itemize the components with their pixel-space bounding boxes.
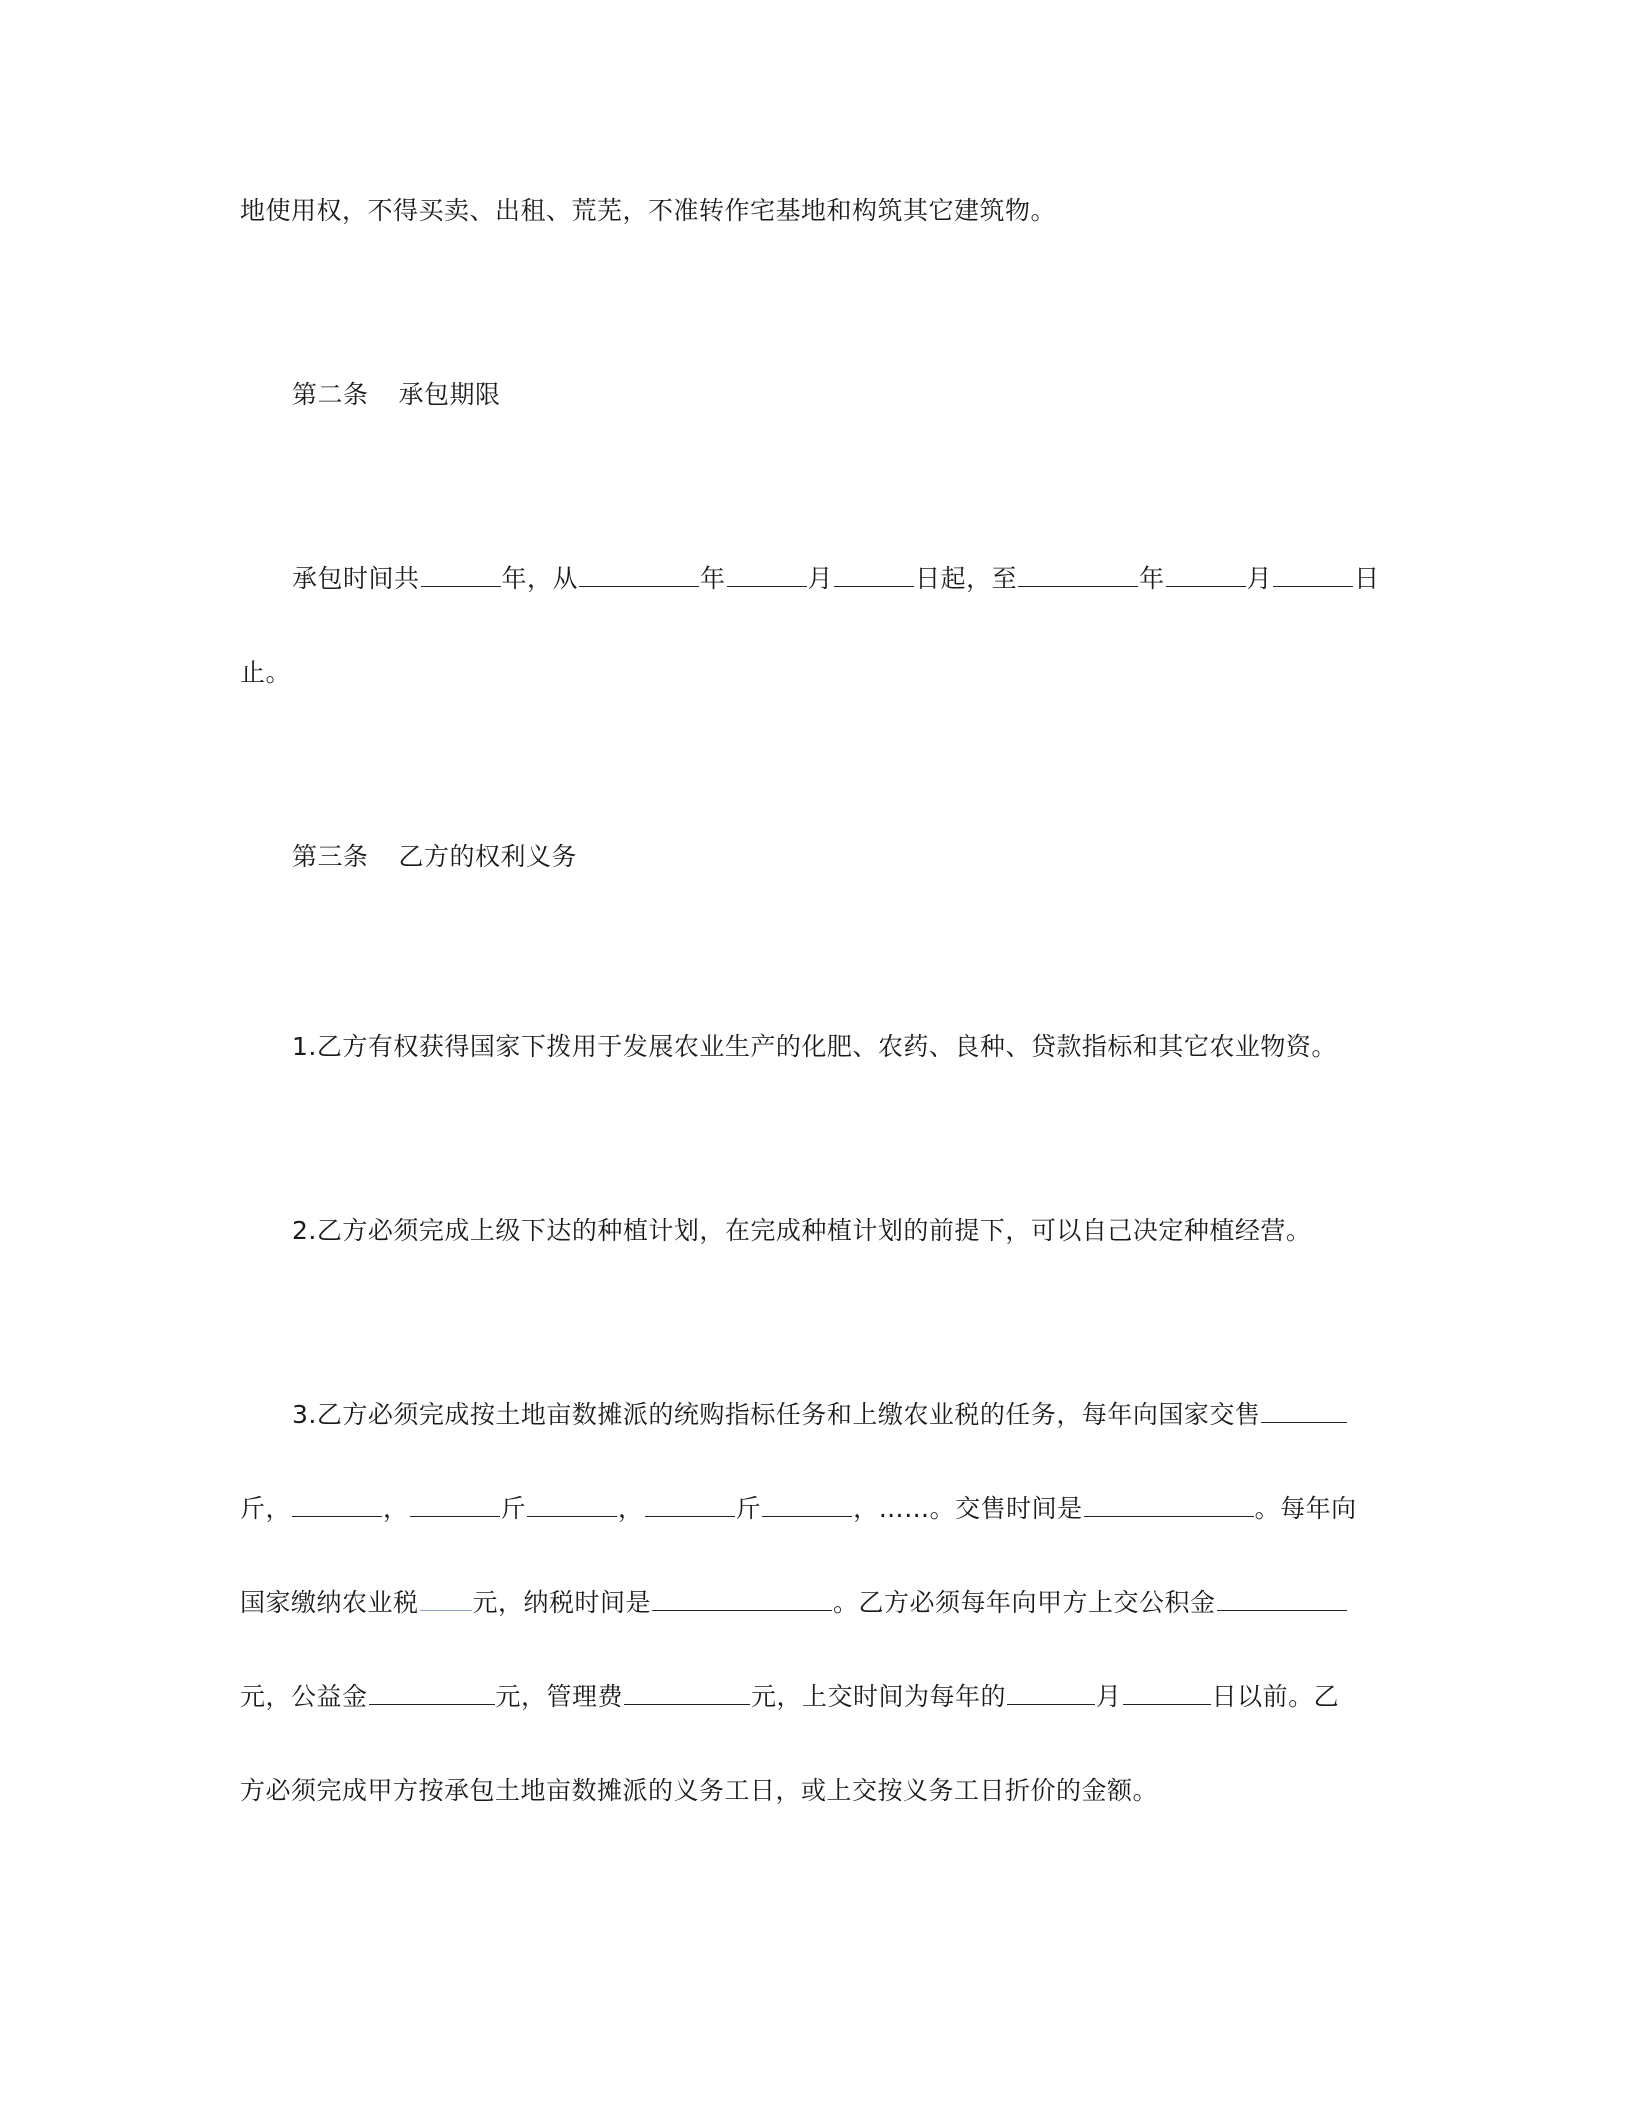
- text-segment: 年: [700, 564, 726, 593]
- quantity-blank: [410, 1492, 500, 1517]
- text-segment: 元，纳税时间是: [472, 1588, 652, 1617]
- article-3-item-3-line-5: 方必须完成甲方按承包土地亩数摊派的义务工日，或上交按义务工日折价的金额。: [240, 1776, 1159, 1805]
- article-3-item-3-line-1: [292, 1398, 1348, 1432]
- text-segment: 月: [1246, 564, 1273, 593]
- crop-blank: [292, 1492, 382, 1517]
- management-fee-blank: [624, 1680, 750, 1705]
- article-2-number: 第二条: [292, 380, 369, 409]
- welfare-fund-blank: [369, 1680, 495, 1705]
- text-segment: 日以前。乙: [1211, 1682, 1340, 1711]
- text-segment: 。乙方必须每年向甲方上交公积金: [833, 1588, 1216, 1617]
- due-day-blank: [1123, 1680, 1211, 1705]
- article-3-number: 第三条: [292, 842, 369, 871]
- quantity-blank: [645, 1492, 735, 1517]
- text-segment: 斤，: [240, 1494, 292, 1523]
- article-3-item-3-line-2: [240, 1492, 1357, 1526]
- sale-quantity-blank: [1261, 1398, 1347, 1423]
- text-segment: 元，上交时间为每年的: [751, 1682, 1007, 1711]
- accumulation-fund-blank: [1217, 1586, 1347, 1611]
- text-segment: 国家缴纳农业税: [240, 1588, 419, 1617]
- crop-blank: [527, 1492, 617, 1517]
- article-2-title: 承包期限: [398, 380, 501, 409]
- article-3-item-3-line-4: [240, 1680, 1339, 1714]
- sale-time-blank: [1084, 1492, 1254, 1517]
- article-3-item-3-line-3: [240, 1586, 1348, 1620]
- text-segment: 月: [1096, 1682, 1122, 1711]
- tax-amount-blank: [420, 1586, 472, 1611]
- article-2-heading: [292, 378, 501, 412]
- text-segment: 斤: [500, 1494, 527, 1523]
- text-segment: 斤: [735, 1494, 762, 1523]
- text-segment: 日: [1354, 564, 1380, 593]
- start-day-blank: [834, 562, 914, 587]
- text-segment: 。每年向: [1254, 1494, 1357, 1523]
- end-day-blank: [1273, 562, 1353, 587]
- article-3-item-2: 2.乙方必须完成上级下达的种植计划，在完成种植计划的前提下，可以自己决定种植经营。: [292, 1216, 1312, 1245]
- text-segment: 日起，至: [915, 564, 1018, 593]
- text-segment: ，: [618, 1494, 644, 1523]
- text-segment: 年，从: [501, 564, 579, 593]
- tax-time-blank: [652, 1586, 832, 1611]
- paragraph-continuation: 地使用权，不得买卖、出租、荒芜，不准转作宅基地和构筑其它建筑物。: [240, 196, 1057, 225]
- contract-term-line: [292, 562, 1380, 596]
- contract-term-line-end: 止。: [240, 658, 292, 687]
- end-month-blank: [1166, 562, 1246, 587]
- text-segment: ，: [383, 1494, 409, 1523]
- article-3-heading: [292, 840, 577, 874]
- start-month-blank: [727, 562, 807, 587]
- text-segment: 月: [807, 564, 834, 593]
- start-year-blank: [579, 562, 699, 587]
- end-year-blank: [1018, 562, 1138, 587]
- due-month-blank: [1007, 1680, 1095, 1705]
- article-3-item-1: 1.乙方有权获得国家下拨用于发展农业生产的化肥、农药、良种、贷款指标和其它农业物资。: [292, 1032, 1337, 1061]
- text-segment: 元，公益金: [240, 1682, 368, 1711]
- crop-blank: [762, 1492, 852, 1517]
- text-segment: 承包时间共: [292, 564, 420, 593]
- text-segment: 3.乙方必须完成按土地亩数摊派的统购指标任务和上缴农业税的任务，每年向国家交售: [292, 1400, 1261, 1429]
- text-segment: 年: [1139, 564, 1165, 593]
- text-segment: ，……。交售时间是: [853, 1494, 1083, 1523]
- term-years-blank: [421, 562, 501, 587]
- article-3-title: 乙方的权利义务: [398, 842, 578, 871]
- text-segment: 元，管理费: [495, 1682, 624, 1711]
